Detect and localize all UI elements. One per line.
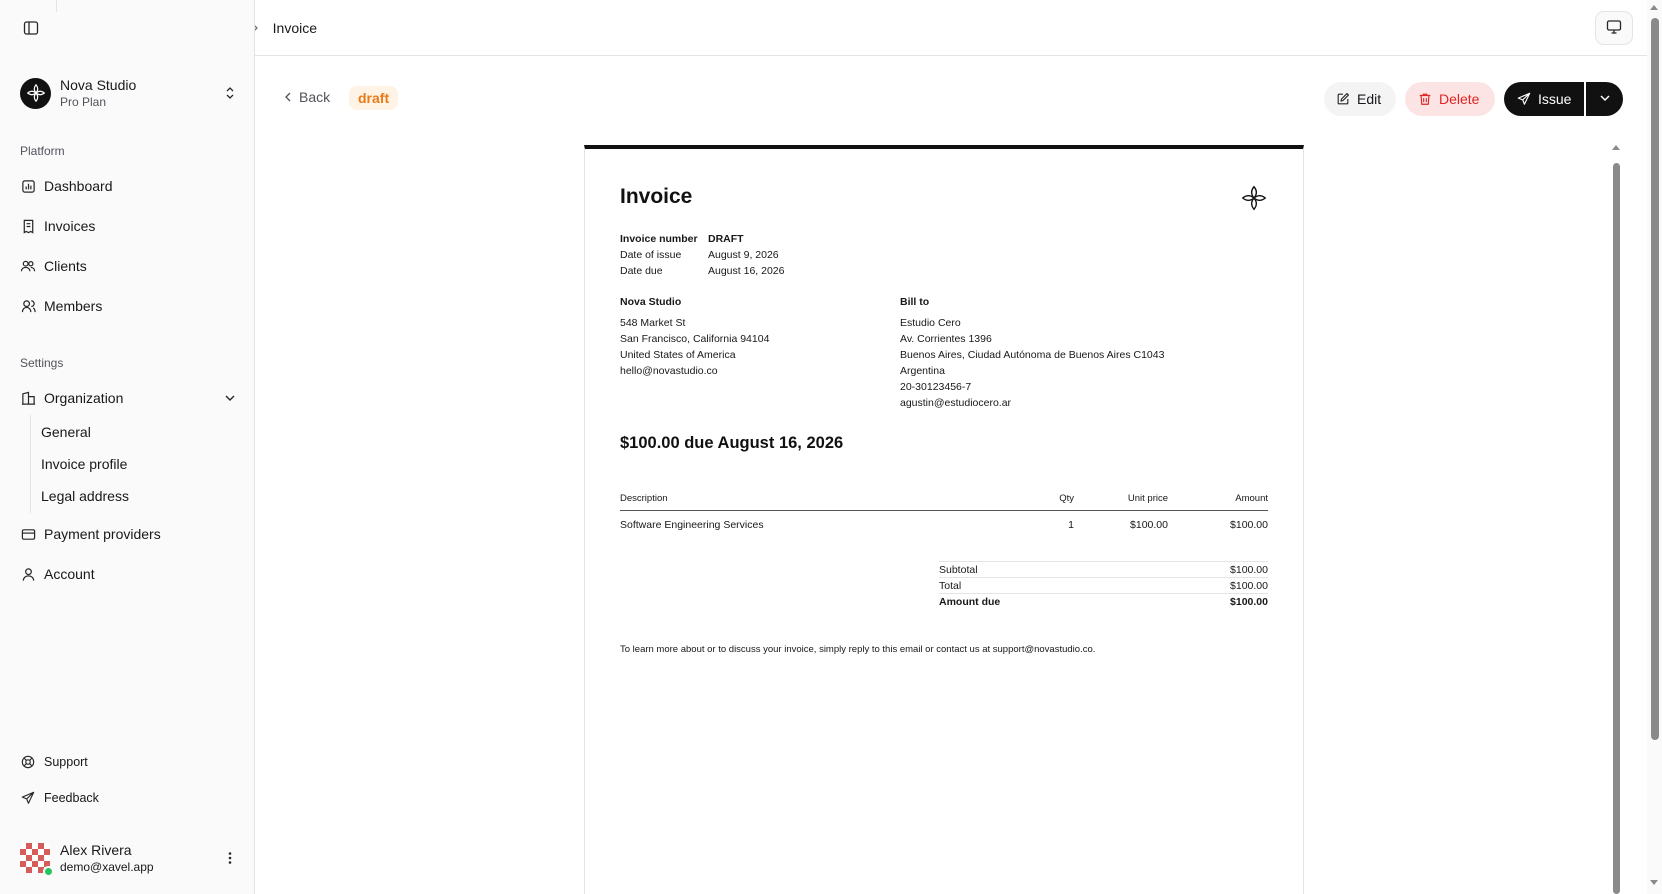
column-header: Qty	[1059, 493, 1074, 504]
sidebar-subitem-general[interactable]: General	[41, 424, 91, 440]
online-status-dot	[43, 866, 54, 877]
send-icon	[1517, 92, 1531, 106]
sidebar-item-label: Invoices	[44, 218, 96, 234]
address-line: Buenos Aires, Ciudad Autónoma de Buenos Aires C1043	[900, 349, 1165, 361]
total-row	[939, 593, 1268, 609]
meta-label: Invoice number	[620, 233, 698, 245]
user-name: Alex Rivera	[60, 841, 132, 858]
life-buoy-icon	[20, 754, 36, 770]
column-header: Description	[620, 493, 668, 504]
sidebar-item-invoices[interactable]	[20, 210, 238, 242]
sidebar-subitem-legal-address[interactable]: Legal address	[41, 488, 129, 504]
sender-name: Nova Studio	[620, 296, 682, 308]
line-items-table	[620, 491, 1268, 539]
sidebar-subitem-invoice-profile[interactable]: Invoice profile	[41, 456, 128, 472]
invoice-meta	[620, 231, 784, 279]
org-name: Nova Studio	[60, 76, 137, 93]
sidebar-item-dashboard[interactable]	[20, 170, 238, 202]
bill-to-label: Bill to	[900, 296, 930, 308]
main-content	[256, 57, 1647, 894]
sidebar-item-account[interactable]	[20, 558, 238, 590]
credit-card-icon	[20, 526, 36, 542]
chevron-down-icon	[1599, 91, 1611, 107]
invoice-preview	[584, 145, 1304, 894]
back-link[interactable]	[283, 87, 330, 107]
chart-icon	[20, 178, 36, 194]
chevron-left-icon	[283, 92, 293, 102]
column-header: Unit price	[1127, 493, 1168, 504]
address-line: San Francisco, California 94104	[620, 333, 770, 345]
org-switcher[interactable]	[20, 74, 238, 112]
issue-button[interactable]	[1504, 82, 1584, 116]
total-value: $100.00	[1230, 595, 1268, 608]
meta-value: August 16, 2026	[708, 265, 785, 277]
table-header	[620, 491, 1268, 511]
meta-value: DRAFT	[708, 233, 744, 245]
total-value: $100.00	[1230, 579, 1268, 592]
total-label: Total	[939, 579, 962, 592]
total-row	[939, 561, 1268, 577]
edit-label: Edit	[1357, 91, 1382, 107]
status-badge: draft	[349, 86, 398, 110]
scroll-thumb[interactable]	[1651, 18, 1659, 740]
item-qty: 1	[1068, 519, 1074, 531]
item-amount: $100.00	[1230, 519, 1268, 531]
address-line: hello@novastudio.co	[620, 365, 718, 377]
column-header: Amount	[1235, 493, 1268, 504]
pencil-icon	[1336, 92, 1350, 106]
org-logo	[20, 78, 51, 109]
group-label-platform: Platform	[20, 144, 65, 158]
scroll-down-icon[interactable]	[1650, 880, 1658, 885]
scroll-thumb[interactable]	[1613, 163, 1620, 894]
chevrons-up-down-icon	[222, 85, 238, 101]
total-label: Amount due	[939, 595, 1001, 608]
user-icon	[20, 566, 36, 582]
send-icon	[20, 790, 36, 806]
breadcrumb-current: Invoice	[272, 20, 317, 36]
bill-to-address	[900, 294, 1164, 411]
back-label: Back	[299, 89, 331, 105]
sidebar-item-payment-providers[interactable]	[20, 518, 238, 550]
edit-button[interactable]	[1324, 82, 1396, 116]
total-value: $100.00	[1230, 563, 1268, 576]
address-line: Av. Corrientes 1396	[900, 333, 992, 345]
address-line: Estudio Cero	[900, 317, 961, 329]
avatar	[20, 843, 50, 873]
chevron-down-icon	[222, 390, 238, 406]
receipt-icon	[20, 218, 36, 234]
sidebar-item-feedback[interactable]	[20, 786, 99, 810]
group-label-settings: Settings	[20, 356, 64, 370]
sidebar-item-label: Members	[44, 298, 103, 314]
page-scrollbar[interactable]	[1647, 0, 1662, 894]
delete-label: Delete	[1439, 91, 1480, 107]
item-unit-price: $100.00	[1130, 519, 1168, 531]
sidebar-item-label: Dashboard	[44, 178, 113, 194]
users-icon	[20, 258, 36, 274]
company-logo-icon	[1239, 183, 1269, 213]
user-group-icon	[20, 298, 36, 314]
user-menu[interactable]	[20, 840, 238, 876]
total-row	[939, 577, 1268, 593]
building-icon	[20, 390, 36, 406]
sidebar	[0, 0, 255, 894]
issue-options-button[interactable]	[1586, 82, 1623, 116]
sidebar-item-organization[interactable]	[20, 382, 238, 414]
meta-value: August 9, 2026	[708, 249, 779, 261]
totals	[939, 561, 1268, 609]
sidebar-item-support[interactable]	[20, 750, 88, 774]
trash-icon	[1418, 92, 1432, 106]
delete-button[interactable]	[1405, 82, 1495, 116]
preview-scrollbar[interactable]	[1611, 145, 1621, 894]
address-line: Argentina	[900, 365, 945, 377]
sender-address	[620, 294, 769, 379]
sidebar-item-members[interactable]	[20, 290, 238, 322]
sidebar-item-label: Account	[44, 566, 95, 582]
address-line: agustin@estudiocero.ar	[900, 397, 1012, 409]
address-line: 20-30123456-7	[900, 381, 972, 393]
address-line: 548 Market St	[620, 317, 686, 329]
sidebar-item-label: Clients	[44, 258, 87, 274]
amount-due-heading: $100.00 due August 16, 2026	[620, 434, 844, 452]
table-row	[620, 511, 1268, 539]
meta-label: Date of issue	[620, 249, 682, 261]
sidebar-item-clients[interactable]	[20, 250, 238, 282]
sidebar-item-label: Organization	[44, 390, 124, 406]
scroll-up-icon[interactable]	[1612, 145, 1620, 150]
sidebar-item-label: Feedback	[44, 791, 99, 805]
invoice-footer-note: To learn more about or to discuss your invoice, simply reply to this email or contact us at support@novastudio.co.	[620, 644, 1096, 655]
address-line: United States of America	[620, 349, 736, 361]
invoice-title: Invoice	[620, 185, 693, 208]
user-email: demo@xavel.app	[60, 859, 154, 874]
sidebar-toggle-icon[interactable]	[22, 19, 40, 37]
item-description: Software Engineering Services	[620, 519, 764, 531]
sidebar-item-label: Support	[44, 755, 88, 769]
display-mode-button[interactable]	[1595, 11, 1633, 45]
org-plan: Pro Plan	[60, 94, 107, 109]
total-label: Subtotal	[939, 563, 978, 576]
scroll-up-icon[interactable]	[1650, 5, 1658, 10]
issue-label: Issue	[1538, 91, 1572, 107]
monitor-icon	[1606, 19, 1622, 38]
sidebar-item-label: Payment providers	[44, 526, 161, 542]
more-vertical-icon[interactable]	[222, 850, 238, 866]
meta-label: Date due	[620, 265, 663, 277]
